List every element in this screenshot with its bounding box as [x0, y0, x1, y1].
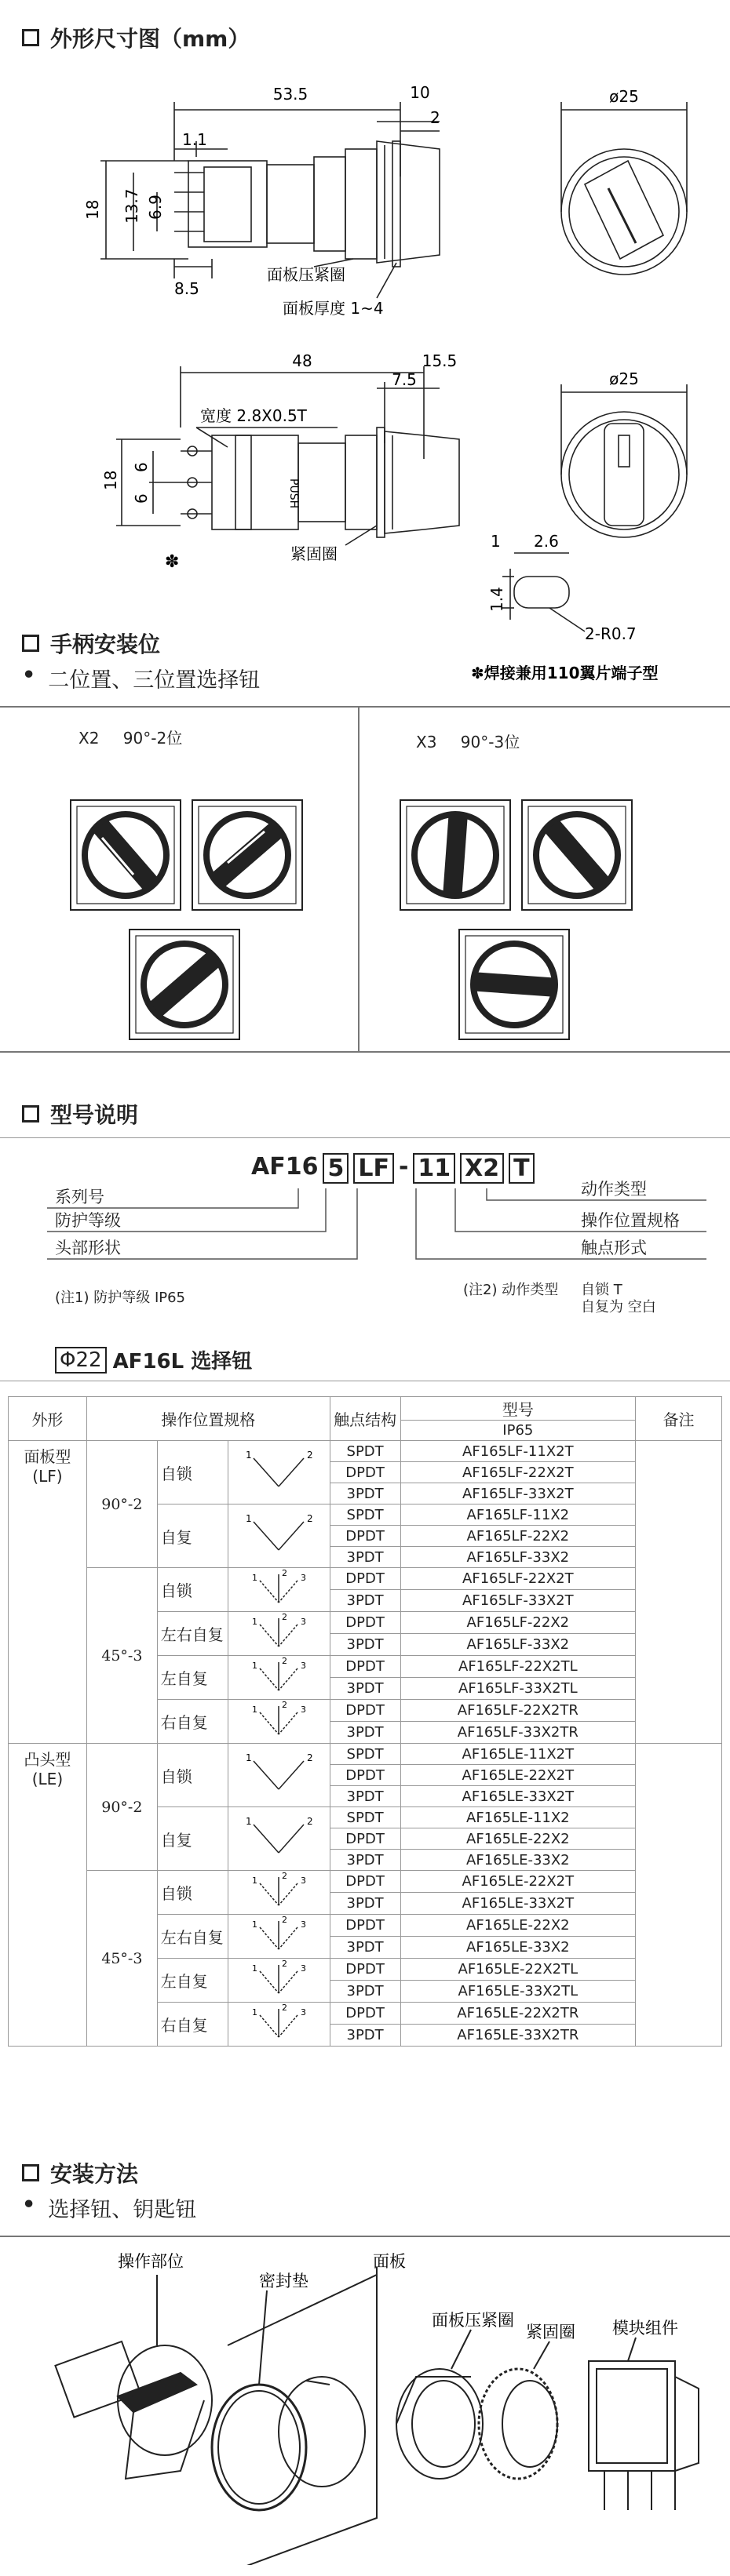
install-bullet — [22, 2192, 196, 2223]
term-dim-r: 2-R0.7 — [585, 624, 637, 643]
label-panel: 面板 — [373, 2252, 406, 2271]
series-title: AF16L 选择钮 — [112, 1350, 253, 1374]
action-cell: 自锁 — [157, 1744, 228, 1807]
label-panel-ring: 面板压紧圈 — [267, 265, 345, 284]
model-cell: AF165LF-33X2T — [400, 1483, 636, 1504]
model-cell: AF165LF-22X2TR — [400, 1700, 636, 1722]
handle-positions-figure — [0, 784, 730, 1043]
th-ip: IP65 — [400, 1421, 636, 1441]
x2-label: X2 — [78, 729, 100, 748]
dimensions-heading — [22, 22, 250, 53]
dim-2: 2 — [430, 108, 440, 127]
th-remark: 备注 — [636, 1397, 722, 1441]
action-cell: 自复 — [157, 1807, 228, 1871]
x2-knob-3 — [130, 930, 239, 1039]
label-fix-ring: 紧固圈 — [290, 544, 338, 563]
action-cell: 自锁 — [157, 1568, 228, 1612]
model-cell: AF165LE-33X2T — [400, 1893, 636, 1915]
handle-bullet — [22, 663, 260, 693]
svg-text:1: 1 — [252, 2007, 258, 2018]
position-diagram-3 — [232, 1871, 326, 1910]
dim-1-1: 1.1 — [182, 130, 207, 149]
pos-cell-90-2: 90°-2 — [86, 1744, 157, 1871]
term-dim-1-4: 1.4 — [487, 587, 506, 612]
contact-cell: 3PDT — [330, 1850, 400, 1871]
svg-text:3: 3 — [301, 2007, 307, 2018]
diagram-cell — [228, 1504, 330, 1568]
diagram-cell — [228, 1807, 330, 1871]
contact-cell: DPDT — [330, 1656, 400, 1678]
pos-cell-45-3: 45°-3 — [86, 1568, 157, 1744]
th-op: 操作位置规格 — [86, 1397, 330, 1441]
shape-cell: 面板型 (LF) — [9, 1441, 87, 1744]
position-diagram-3 — [232, 1656, 326, 1695]
label-module: 模块组件 — [612, 2319, 678, 2338]
dim-15-5: 15.5 — [422, 351, 458, 370]
model-code — [251, 1153, 535, 1184]
model-part-series: AF16 — [251, 1153, 319, 1181]
dim-18: 18 — [83, 199, 102, 220]
model-left-label-1: 系列号 — [55, 1188, 104, 1206]
svg-text:1: 1 — [252, 1573, 258, 1583]
contact-cell: DPDT — [330, 1765, 400, 1786]
action-cell: 自锁 — [157, 1871, 228, 1915]
action-cell: 自锁 — [157, 1441, 228, 1504]
pos-cell-90-2: 90°-2 — [86, 1441, 157, 1568]
contact-cell: SPDT — [330, 1441, 400, 1462]
svg-text:2: 2 — [307, 1815, 313, 1827]
svg-text:1: 1 — [246, 1512, 252, 1524]
label-op-part: 操作部位 — [118, 2252, 184, 2271]
x3-knob-1 — [400, 800, 510, 910]
diagram-cell — [228, 1612, 330, 1656]
svg-text:2: 2 — [282, 2003, 288, 2013]
contact-cell: DPDT — [330, 1959, 400, 1981]
th-contact: 触点结构 — [330, 1397, 400, 1441]
position-diagram-2 — [232, 1750, 326, 1797]
svg-text:2: 2 — [307, 1512, 313, 1524]
model-part-contact: 11 — [413, 1153, 455, 1184]
position-diagram-3 — [232, 1568, 326, 1607]
shape-cell: 凸头型 (LE) — [9, 1744, 87, 2047]
contact-cell: 3PDT — [330, 1483, 400, 1504]
position-diagram-3 — [232, 1915, 326, 1954]
handle-title: 手柄安装位 — [50, 631, 161, 657]
model-note-1: (注1) 防护等级 IP65 — [55, 1290, 186, 1306]
label-install-fix-ring: 紧固圈 — [526, 2323, 575, 2341]
model-cell: AF165LF-33X2 — [400, 1547, 636, 1568]
action-cell: 左右自复 — [157, 1915, 228, 1959]
dimensions-title: 外形尺寸图（mm） — [50, 26, 250, 52]
model-note-2-b: 自复为 空白 — [581, 1299, 656, 1315]
svg-text:2: 2 — [307, 1752, 313, 1763]
contact-cell: 3PDT — [330, 1590, 400, 1612]
x3-knob-3 — [459, 930, 569, 1039]
contact-cell: DPDT — [330, 2003, 400, 2025]
model-part-dash: - — [398, 1153, 409, 1181]
model-part-pos: X2 — [460, 1153, 504, 1184]
term-dim-2-6: 2.6 — [534, 532, 559, 551]
svg-text:1: 1 — [252, 1661, 258, 1671]
position-diagram-2 — [232, 1447, 326, 1494]
svg-text:3: 3 — [301, 1617, 307, 1627]
pos-cell-45-3: 45°-3 — [86, 1871, 157, 2047]
contact-cell: 3PDT — [330, 1722, 400, 1744]
series-heading — [55, 1345, 252, 1374]
contact-cell: 3PDT — [330, 1678, 400, 1700]
model-heading — [22, 1098, 138, 1130]
bullet-dot: • — [22, 2192, 36, 2217]
dim-10: 10 — [410, 83, 430, 102]
x3-label: X3 — [416, 733, 437, 751]
dim-18b: 18 — [101, 470, 120, 490]
position-diagram-2 — [232, 1814, 326, 1861]
x2-desc: 90°-2位 — [122, 729, 183, 748]
x3-knob-2 — [522, 800, 632, 910]
contact-cell: DPDT — [330, 1568, 400, 1590]
svg-text:1: 1 — [246, 1752, 252, 1763]
th-shape: 外形 — [9, 1397, 87, 1441]
install-title: 安装方法 — [50, 2161, 139, 2187]
dim-6b: 6 — [132, 493, 151, 504]
contact-cell: DPDT — [330, 1915, 400, 1937]
svg-text:2: 2 — [282, 1568, 288, 1578]
model-right-label-2: 操作位置规格 — [581, 1211, 680, 1230]
svg-text:3: 3 — [301, 1705, 307, 1715]
x3-caption — [416, 730, 520, 752]
install-heading — [22, 2157, 138, 2189]
action-cell: 左右自复 — [157, 1612, 228, 1656]
diagram-cell — [228, 2003, 330, 2047]
contact-cell: DPDT — [330, 1700, 400, 1722]
model-note-2-a: 自锁 T — [581, 1282, 622, 1298]
svg-text:1: 1 — [252, 1705, 258, 1715]
svg-text:1: 1 — [252, 1963, 258, 1974]
install-bullet-text: 选择钮、钥匙钮 — [48, 2198, 197, 2222]
checkbox-square-icon — [22, 2164, 39, 2181]
model-part-action: T — [509, 1153, 534, 1184]
diagram-cell — [228, 1700, 330, 1744]
action-cell: 右自复 — [157, 2003, 228, 2047]
model-cell: AF165LE-11X2T — [400, 1744, 636, 1765]
model-cell: AF165LE-33X2 — [400, 1937, 636, 1959]
dim-48: 48 — [292, 351, 312, 370]
svg-text:2: 2 — [282, 1959, 288, 1969]
contact-cell: 3PDT — [330, 1981, 400, 2003]
model-cell: AF165LF-33X2 — [400, 1634, 636, 1656]
model-right-label-3: 触点形式 — [581, 1239, 647, 1257]
th-model: 型号 — [400, 1397, 636, 1421]
label-panel-thickness: 面板厚度 1~4 — [283, 299, 384, 318]
model-cell: AF165LE-22X2TR — [400, 2003, 636, 2025]
action-cell: 右自复 — [157, 1700, 228, 1744]
weld-footnote: ✽焊接兼用110翼片端子型 — [471, 664, 659, 682]
diagram-cell — [228, 1871, 330, 1915]
position-diagram-3 — [232, 1959, 326, 1998]
model-table — [8, 1396, 722, 2047]
contact-cell: 3PDT — [330, 1786, 400, 1807]
label-install-panel-ring: 面板压紧圈 — [432, 2311, 514, 2330]
model-cell: AF165LF-33X2TL — [400, 1678, 636, 1700]
model-cell: AF165LE-11X2 — [400, 1807, 636, 1828]
action-cell: 左自复 — [157, 1959, 228, 2003]
contact-cell: SPDT — [330, 1744, 400, 1765]
position-diagram-3 — [232, 2003, 326, 2042]
svg-text:2: 2 — [282, 1915, 288, 1925]
diagram-cell — [228, 1568, 330, 1612]
dim-6-9: 6.9 — [146, 195, 165, 220]
svg-text:1: 1 — [246, 1815, 252, 1827]
svg-text:2: 2 — [307, 1449, 313, 1461]
contact-cell: DPDT — [330, 1612, 400, 1634]
model-title: 型号说明 — [50, 1102, 139, 1128]
svg-text:1: 1 — [252, 1919, 258, 1930]
term-dim-1: 1 — [491, 532, 501, 551]
model-cell: AF165LF-22X2 — [400, 1526, 636, 1547]
dim-13-7: 13.7 — [122, 188, 141, 224]
model-cell: AF165LE-33X2T — [400, 1786, 636, 1807]
checkbox-square-icon — [22, 29, 39, 46]
dim-53-5: 53.5 — [272, 85, 308, 104]
label-terminal-width: 宽度 2.8X0.5T — [200, 406, 307, 425]
model-cell: AF165LE-33X2TR — [400, 2025, 636, 2047]
model-cell: AF165LE-22X2T — [400, 1765, 636, 1786]
svg-text:3: 3 — [301, 1573, 307, 1583]
x2-knob-1 — [71, 800, 181, 910]
model-cell: AF165LF-22X2TL — [400, 1656, 636, 1678]
diagram-cell — [228, 1441, 330, 1504]
contact-cell: DPDT — [330, 1462, 400, 1483]
contact-cell: 3PDT — [330, 2025, 400, 2047]
contact-cell: SPDT — [330, 1807, 400, 1828]
model-cell: AF165LF-11X2T — [400, 1441, 636, 1462]
contact-cell: 3PDT — [330, 1937, 400, 1959]
model-left-label-3: 头部形状 — [55, 1239, 121, 1257]
model-cell: AF165LE-22X2 — [400, 1915, 636, 1937]
action-cell: 自复 — [157, 1504, 228, 1568]
x3-desc: 90°-3位 — [460, 733, 520, 751]
svg-text:3: 3 — [301, 1963, 307, 1974]
model-cell: AF165LF-22X2T — [400, 1568, 636, 1590]
contact-cell: SPDT — [330, 1504, 400, 1526]
position-diagram-2 — [232, 1511, 326, 1558]
contact-cell: 3PDT — [330, 1547, 400, 1568]
model-part-head: LF — [353, 1153, 394, 1184]
model-part-protection: 5 — [323, 1153, 349, 1184]
contact-cell: 3PDT — [330, 1634, 400, 1656]
bullet-dot: • — [22, 663, 36, 687]
dim-phi-25: ø25 — [609, 87, 639, 106]
model-left-label-2: 防护等级 — [55, 1211, 121, 1230]
terminal-asterisk: ✽ — [165, 552, 180, 572]
model-cell: AF165LF-33X2T — [400, 1590, 636, 1612]
model-cell: AF165LE-22X2TL — [400, 1959, 636, 1981]
model-cell: AF165LE-33X2TL — [400, 1981, 636, 2003]
svg-text:3: 3 — [301, 1919, 307, 1930]
diagram-cell — [228, 1959, 330, 2003]
svg-text:2: 2 — [282, 1700, 288, 1710]
checkbox-square-icon — [22, 635, 39, 652]
model-cell: AF165LF-33X2TR — [400, 1722, 636, 1744]
dim-8-5: 8.5 — [174, 279, 199, 298]
diagram-cell — [228, 1915, 330, 1959]
svg-text:2: 2 — [282, 1612, 288, 1622]
action-cell: 左自复 — [157, 1656, 228, 1700]
remark-cell — [636, 1744, 722, 2047]
svg-text:3: 3 — [301, 1876, 307, 1886]
model-cell: AF165LF-11X2 — [400, 1504, 636, 1526]
dim-phi-25b: ø25 — [609, 369, 639, 388]
model-cell: AF165LE-22X2T — [400, 1871, 636, 1893]
diagram-cell — [228, 1744, 330, 1807]
svg-text:1: 1 — [252, 1876, 258, 1886]
svg-text:3: 3 — [301, 1661, 307, 1671]
position-diagram-3 — [232, 1612, 326, 1651]
model-note-2-label: (注2) 动作类型 — [463, 1282, 559, 1298]
remark-cell — [636, 1441, 722, 1744]
position-diagram-3 — [232, 1700, 326, 1739]
x2-caption — [78, 726, 182, 748]
series-badge: Φ22 — [55, 1347, 107, 1374]
label-gasket: 密封垫 — [259, 2272, 308, 2290]
install-exploded-figure — [0, 2243, 730, 2565]
x2-knob-2 — [192, 800, 302, 910]
model-cell: AF165LF-22X2T — [400, 1462, 636, 1483]
push-label: PUSH — [287, 478, 300, 509]
dim-7-5: 7.5 — [392, 370, 417, 389]
dimension-drawing-1 — [0, 75, 730, 349]
model-cell: AF165LE-22X2 — [400, 1828, 636, 1850]
model-cell: AF165LE-33X2 — [400, 1850, 636, 1871]
svg-text:1: 1 — [246, 1449, 252, 1461]
contact-cell: DPDT — [330, 1526, 400, 1547]
handle-heading — [22, 628, 160, 659]
model-cell: AF165LF-22X2 — [400, 1612, 636, 1634]
svg-text:2: 2 — [282, 1656, 288, 1666]
handle-bullet-text: 二位置、三位置选择钮 — [48, 668, 261, 693]
checkbox-square-icon — [22, 1105, 39, 1122]
svg-text:1: 1 — [252, 1617, 258, 1627]
svg-text:2: 2 — [282, 1871, 288, 1881]
model-right-label-1: 动作类型 — [581, 1180, 647, 1199]
diagram-cell — [228, 1656, 330, 1700]
contact-cell: 3PDT — [330, 1893, 400, 1915]
dim-6a: 6 — [132, 462, 151, 472]
contact-cell: DPDT — [330, 1828, 400, 1850]
contact-cell: DPDT — [330, 1871, 400, 1893]
